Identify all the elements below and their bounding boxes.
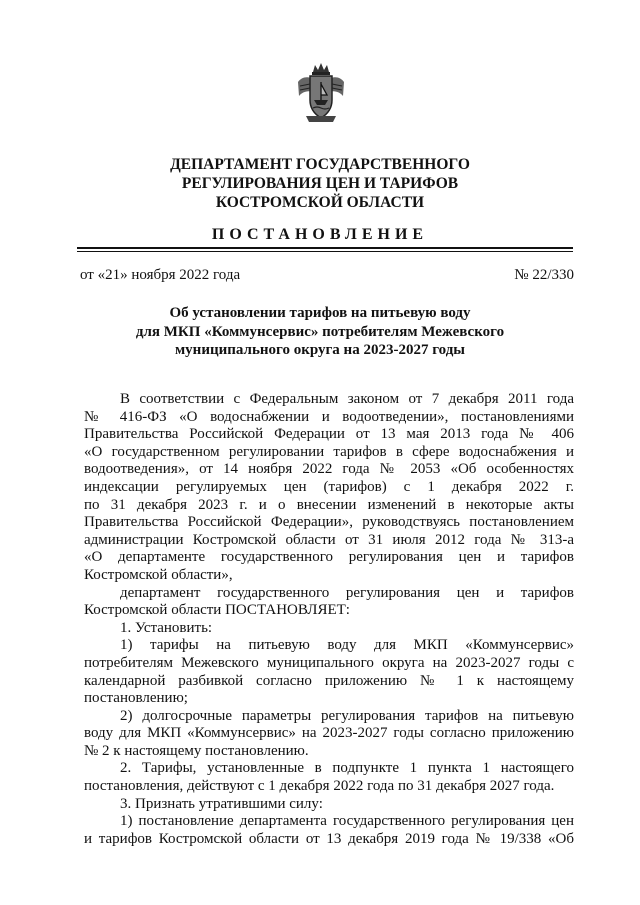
body-text-line: Костромской области ПОСТАНОВЛЯЕТ: [84,602,350,619]
document-body [84,391,574,848]
subject-line: для МКП «Коммунсервис» потребителям Межевского [135,323,505,340]
header-rule-thick [77,247,573,249]
body-text-line: 1) тарифы на питьевую воду для МКП «Коммунсервис» [120,637,574,654]
body-text-line: № 416-ФЗ «О водоснабжении и водоотведении», постановлениями [84,408,574,425]
department-name [0,155,640,212]
department-line: КОСТРОМСКОЙ ОБЛАСТИ [215,194,425,211]
document-subject [0,304,640,360]
body-text-line: и тарифов Костромской области от 13 декабря 2019 года № 19/338 «Об [84,830,574,847]
header-rule-thin [77,251,573,252]
document-type-title: ПОСТАНОВЛЕНИЕ [211,226,429,243]
body-text-line: администрации Костромской области от 31 июля 2012 года № 313-а [84,531,574,548]
body-text-line: 2) долгосрочные параметры регулирования тарифов на питьевую [120,707,574,724]
body-text-line: потребителям Межевского муниципального округа на 2023-2027 годы с [84,654,574,671]
body-text-line: Правительства Российской Федерации», руководствуясь постановлением [84,514,574,531]
body-text-line: 2. Тарифы, установленные в подпункте 1 пункта 1 настоящего [120,760,574,777]
body-text-line: по 31 декабря 2023 г. и о внесении изменений в некоторые акты [84,496,574,513]
body-text-line: В соответствии с Федеральным законом от 7 декабря 2011 года [120,391,574,407]
body-text-line: 1. Установить: [120,619,213,636]
department-line: РЕГУЛИРОВАНИЯ ЦЕН И ТАРИФОВ [181,175,459,192]
body-text-line: воду для МКП «Коммунсервис» на 2023-2027 годы согласно приложению [84,725,574,742]
body-text-line: постановления, действуют с 1 декабря 2022 года по 31 декабря 2027 года. [84,778,555,795]
body-text-line: водоотведения», от 14 ноября 2022 года № 2053 «Об особенностях [84,461,574,478]
date-number-line [80,267,574,284]
body-text-line: индексации регулируемых цен (тарифов) с 1 декабря 2022 г. [84,478,574,495]
department-line: ДЕПАРТАМЕНТ ГОСУДАРСТВЕННОГО [170,156,470,173]
subject-line: муниципального округа на 2023-2027 годы [174,342,466,358]
body-text-line: «О департаменте государственного регулирования цен и тарифов [84,549,574,566]
document-date: от «21» ноября 2022 года [80,267,241,283]
body-text-line: постановлению; [84,690,188,707]
body-text-line: Костромской области», [84,566,233,583]
body-text-line: № 2 к настоящему постановлению. [84,742,309,759]
subject-line: Об установлении тарифов на питьевую воду [169,305,471,321]
body-text-line: 3. Признать утратившими силу: [120,795,323,812]
body-text-line: 1) постановление департамента государственного регулирования цен [120,813,574,830]
document-number: № 22/330 [514,267,574,283]
body-text-line: «О государственном регулировании тарифов в сфере водоснабжения и [84,443,574,460]
coat-of-arms-emblem [296,62,346,124]
body-text-line: департамент государственного регулирования цен и тарифов [120,584,574,601]
body-text-line: календарной разбивкой согласно приложению № 1 к настоящему [84,672,574,689]
body-text-line: Правительства Российской Федерации от 13 мая 2013 года № 406 [84,426,574,443]
